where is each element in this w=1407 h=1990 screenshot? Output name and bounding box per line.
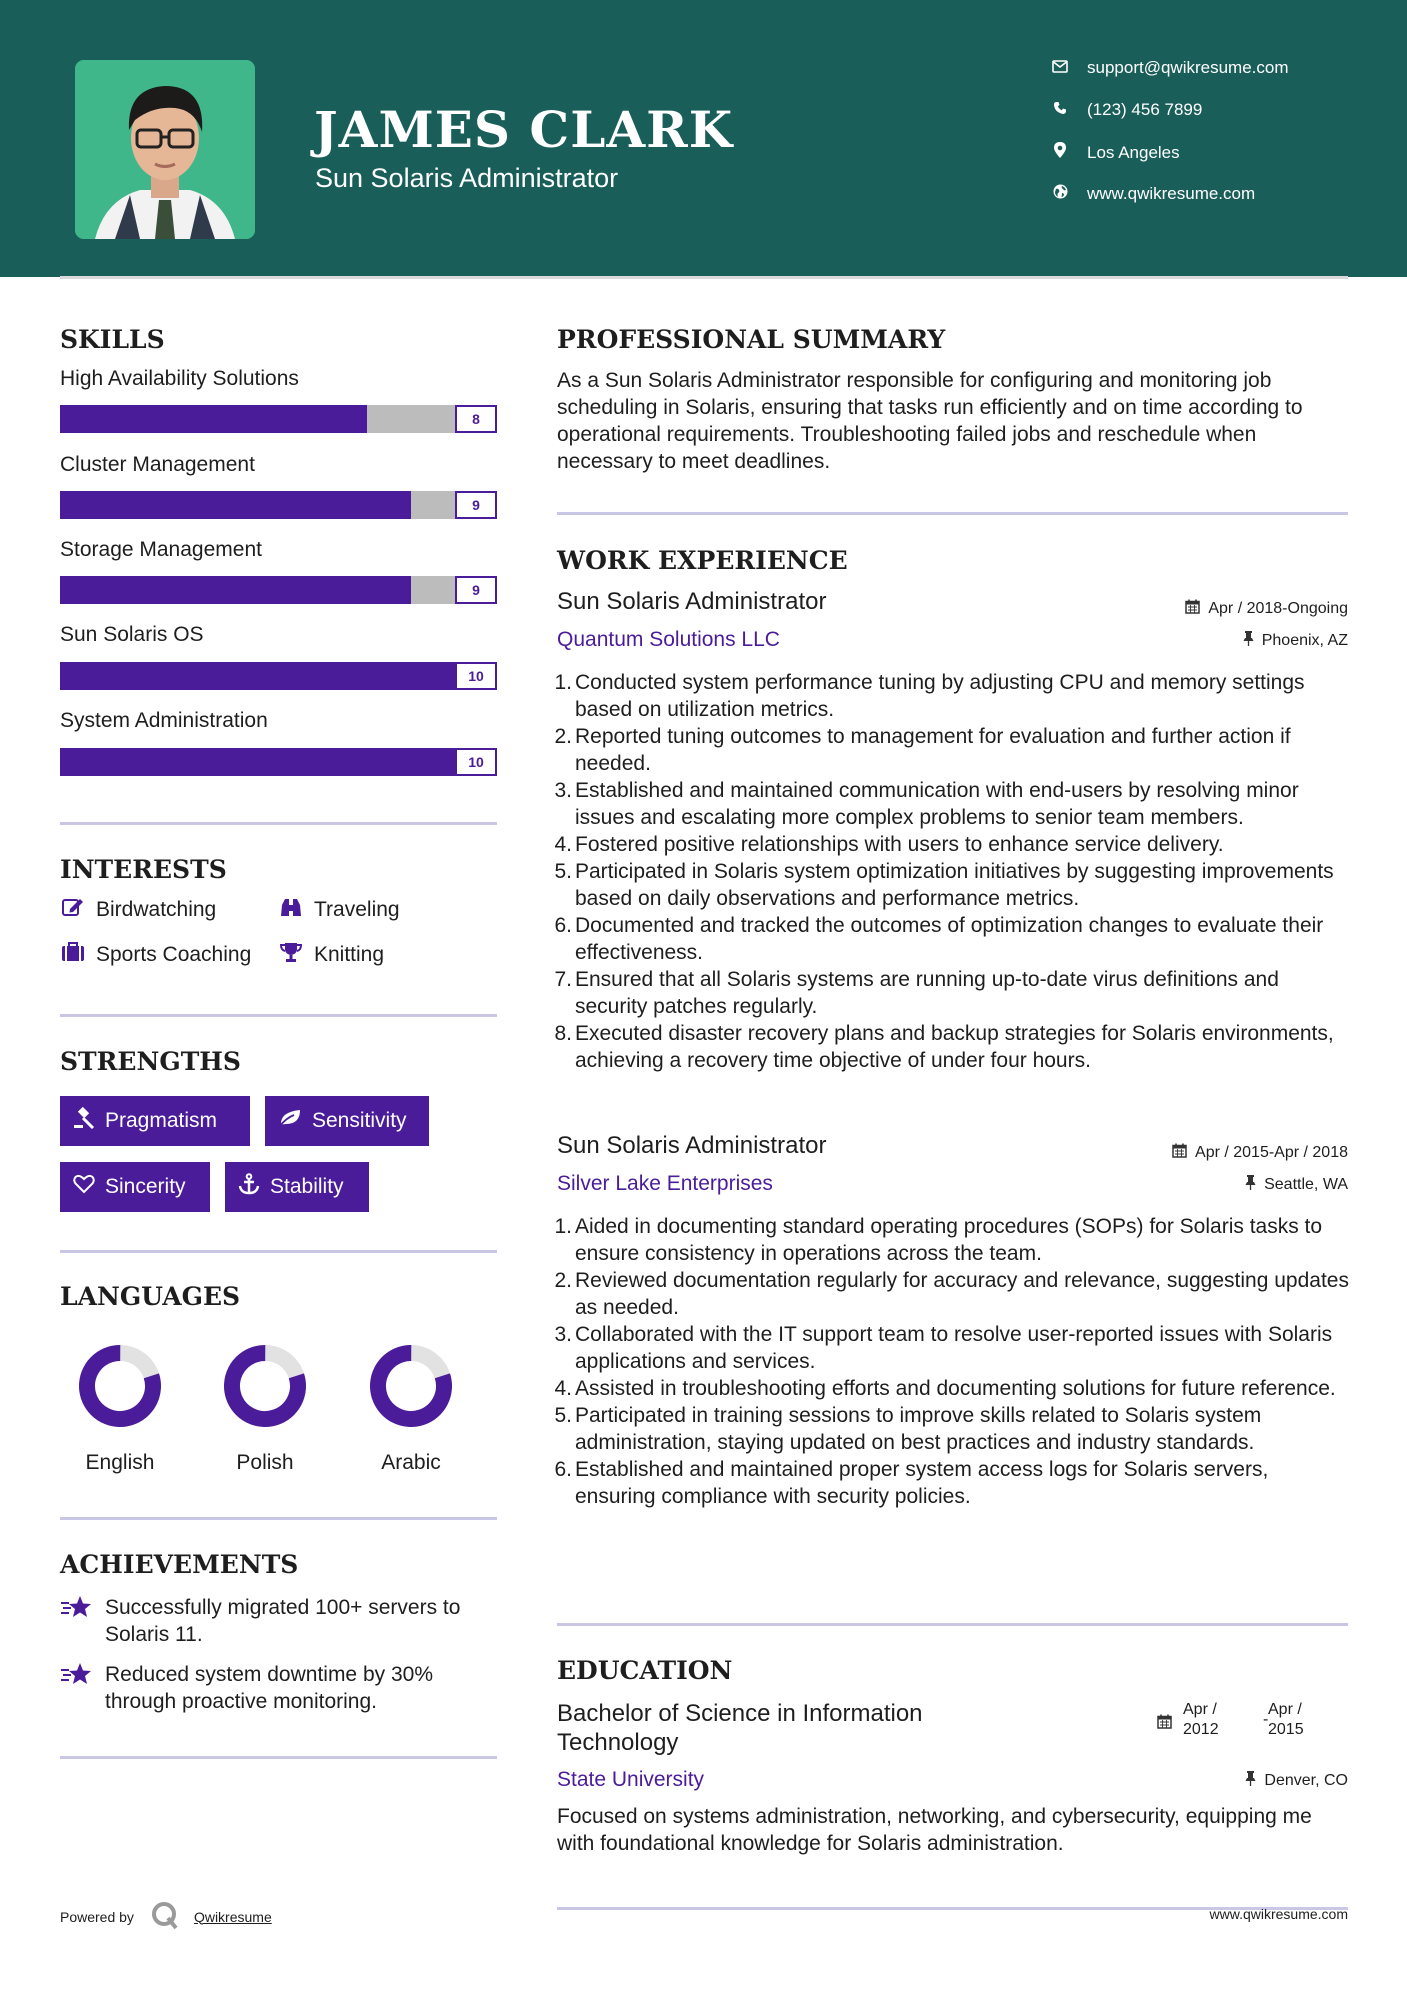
brand-link[interactable]: Qwikresume: [193, 1908, 272, 1925]
candidate-title: Sun Solaris Administrator: [315, 163, 619, 193]
calendar-icon: [1157, 1714, 1172, 1734]
job-bullet: 1. Aided in documenting standard operating procedures (SOPs) for Solaris tasks to ensure consistency in operations across the team.: [554, 1215, 1323, 1265]
skill-bar-fill: [60, 576, 411, 604]
section-divider: [60, 1517, 497, 1520]
footer-website[interactable]: www.qwikresume.com: [1209, 1906, 1348, 1922]
strength-badge: [265, 1096, 429, 1146]
language-label: English: [85, 1451, 155, 1474]
education-description: Focused on systems administration, networking, and cybersecurity, equipping me with foundational knowledge for Solaris administration.: [557, 1805, 1312, 1855]
skill-bar-fill: [60, 748, 455, 776]
section-divider: [60, 1014, 497, 1017]
job-dates-text: Apr / 2018-Ongoing: [1208, 600, 1348, 617]
anchor-icon: [238, 1173, 260, 1201]
language-donut: [222, 1343, 308, 1429]
skills-heading: SKILLS: [60, 325, 165, 354]
star-icon: [60, 1594, 93, 1648]
education-heading: EDUCATION: [557, 1656, 733, 1685]
footer-powered-by: [60, 1900, 272, 1933]
header-divider: [60, 276, 1348, 279]
calendar-icon: [1185, 599, 1200, 619]
degree-title: Bachelor of Science in Information Technology: [557, 1700, 923, 1756]
skill-bar: [60, 491, 497, 519]
job-title: Sun Solaris Administrator: [557, 588, 827, 615]
powered-by-text: Powered by: [60, 1908, 134, 1925]
contact-website-text: www.qwikresume.com: [1087, 184, 1256, 203]
skill-label: System Administration: [60, 709, 268, 732]
education-start: Apr / 2012: [1183, 1701, 1219, 1738]
strength-badge: [60, 1096, 250, 1146]
skill-bar-fill: [60, 405, 367, 433]
language-donut: [77, 1343, 163, 1429]
interest-item: [278, 897, 400, 923]
education-location-text: Denver, CO: [1264, 1772, 1348, 1789]
achievement-item: [60, 1594, 500, 1648]
skill-bar: [60, 662, 497, 690]
strength-badge: [60, 1162, 210, 1212]
contact-email[interactable]: [1050, 58, 1289, 78]
resume-header: [0, 0, 1407, 277]
pushpin-icon: [1245, 1175, 1256, 1195]
language-label: Arabic: [381, 1451, 441, 1474]
job-title: Sun Solaris Administrator: [557, 1132, 827, 1159]
skill-score: 8: [455, 405, 497, 433]
gavel-icon: [73, 1107, 95, 1135]
contact-email-text: support@qwikresume.com: [1087, 58, 1289, 77]
job-bullet: 8. Executed disaster recovery plans and backup strategies for Solaris environments, achieving a recovery time objective of under four hours.: [554, 1022, 1334, 1072]
language-item: [70, 1343, 170, 1475]
section-divider: [60, 1250, 497, 1253]
job-bullet: 6. Documented and tracked the outcomes of optimization changes to evaluate their effectiveness.: [554, 914, 1324, 964]
interest-item: [60, 942, 251, 968]
contact-website[interactable]: [1050, 184, 1255, 204]
section-divider: [557, 1623, 1348, 1626]
company-name: Silver Lake Enterprises: [557, 1172, 773, 1195]
school-name: State University: [557, 1768, 705, 1791]
strength-label: Sincerity: [105, 1175, 186, 1198]
contact-location-text: Los Angeles: [1087, 142, 1180, 162]
education-location: [1245, 1771, 1348, 1791]
summary-text: As a Sun Solaris Administrator responsible for configuring and monitoring job scheduling in Solaris, ensuring that tasks run efficiently and on time according to operational requirements. Troubleshooting failed jobs and reschedule when necessary to meet deadlines.: [557, 369, 1303, 473]
company-name: Quantum Solutions LLC: [557, 628, 780, 651]
achievement-text: Successfully migrated 100+ servers to Solaris 11.: [105, 1596, 461, 1646]
job-bullet: 2. Reviewed documentation regularly for accuracy and relevance, suggesting updates as needed.: [554, 1269, 1349, 1319]
interests-heading: INTERESTS: [60, 855, 227, 884]
location-pin-icon: [1050, 142, 1070, 163]
globe-icon: [1050, 184, 1070, 204]
language-label: Polish: [236, 1451, 294, 1474]
interest-label: Sports Coaching: [96, 943, 252, 966]
profile-photo: [75, 60, 255, 239]
pushpin-icon: [1245, 1771, 1256, 1791]
job-bullet: 3. Collaborated with the IT support team to resolve user-reported issues with Solaris applications and services.: [554, 1323, 1333, 1373]
job-bullets: [554, 669, 1350, 1074]
candidate-name: JAMES CLARK: [314, 100, 734, 159]
strength-badge: [225, 1162, 369, 1212]
skill-score: 10: [455, 662, 497, 690]
job-dates: [1185, 599, 1348, 619]
achievement-item: [60, 1661, 500, 1715]
contact-location: [1050, 142, 1180, 163]
language-donut: [368, 1343, 454, 1429]
achievements-heading: ACHIEVEMENTS: [60, 1550, 299, 1579]
job-location-text: Phoenix, AZ: [1261, 632, 1348, 649]
job-dates-text: Apr / 2015-Apr / 2018: [1195, 1144, 1348, 1161]
skill-bar: [60, 748, 497, 776]
skill-bar-fill: [60, 662, 455, 690]
job-bullets: [554, 1213, 1350, 1510]
pushpin-icon: [1243, 631, 1254, 651]
section-divider: [60, 1756, 497, 1759]
interest-label: Knitting: [314, 943, 385, 966]
job-location-text: Seattle, WA: [1264, 1176, 1348, 1193]
job-location: [1245, 1175, 1348, 1195]
job-bullet: 3. Established and maintained communication with end-users by resolving minor issues and escalating more complex problems to senior team members.: [554, 779, 1299, 829]
experience-heading: WORK EXPERIENCE: [557, 546, 848, 575]
strengths-heading: STRENGTHS: [60, 1047, 241, 1076]
languages-heading: LANGUAGES: [60, 1282, 241, 1311]
mail-icon: [1050, 58, 1070, 78]
contact-phone-text: (123) 456 7899: [1087, 100, 1203, 119]
skill-score: 9: [455, 491, 497, 519]
skill-bar-fill: [60, 491, 411, 519]
language-item: [215, 1343, 315, 1475]
job-location: [1243, 631, 1348, 651]
binoculars-icon: [278, 897, 303, 923]
job-bullet: 1. Conducted system performance tuning by adjusting CPU and memory settings based on utilization metrics.: [554, 671, 1305, 721]
achievement-text: Reduced system downtime by 30% through proactive monitoring.: [105, 1663, 433, 1713]
skill-label: Storage Management: [60, 538, 262, 561]
skill-label: High Availability Solutions: [60, 367, 299, 390]
edit-icon: [60, 897, 85, 923]
interest-item: [60, 897, 216, 923]
job-bullet: 7. Ensured that all Solaris systems are running up-to-date virus definitions and security patches regularly.: [554, 968, 1279, 1018]
calendar-icon: [1172, 1143, 1187, 1163]
date-separator: -: [1263, 1711, 1269, 1728]
leaf-icon: [278, 1108, 302, 1134]
star-icon: [60, 1661, 93, 1715]
language-item: [361, 1343, 461, 1475]
strength-label: Sensitivity: [312, 1109, 407, 1132]
job-bullet: 2. Reported tuning outcomes to management for evaluation and further action if needed.: [554, 725, 1291, 775]
education-end: Apr / 2015: [1268, 1701, 1304, 1738]
strength-label: Stability: [270, 1175, 344, 1198]
job-bullet: 5. Participated in Solaris system optimization initiatives by suggesting improvements based on daily observations and performance metrics.: [554, 860, 1334, 910]
interest-label: Traveling: [314, 898, 400, 921]
trophy-icon: [278, 942, 303, 968]
job-bullet: 4. Fostered positive relationships with users to enhance service delivery.: [554, 833, 1224, 856]
phone-icon: [1050, 100, 1070, 120]
skill-label: Cluster Management: [60, 453, 255, 476]
job-dates: [1172, 1143, 1348, 1163]
section-divider: [60, 822, 497, 825]
skill-label: Sun Solaris OS: [60, 623, 204, 646]
briefcase-icon: [60, 942, 85, 968]
interest-item: [278, 942, 384, 968]
strength-label: Pragmatism: [105, 1109, 218, 1132]
skill-bar: [60, 405, 497, 433]
summary-heading: PROFESSIONAL SUMMARY: [557, 325, 946, 354]
qwikresume-logo-icon: [150, 1900, 180, 1933]
heart-icon: [73, 1174, 95, 1200]
job-bullet: 4. Assisted in troubleshooting efforts and documenting solutions for future reference.: [554, 1377, 1336, 1400]
skill-score: 10: [455, 748, 497, 776]
contact-phone[interactable]: [1050, 100, 1202, 120]
skill-score: 9: [455, 576, 497, 604]
interest-label: Birdwatching: [96, 898, 217, 921]
skill-bar: [60, 576, 497, 604]
job-bullet: 6. Established and maintained proper system access logs for Solaris servers, ensuring compliance with security policies.: [554, 1458, 1269, 1508]
section-divider: [557, 512, 1348, 515]
job-bullet: 5. Participated in training sessions to improve skills related to Solaris system administration, staying updated on best practices and industry standards.: [554, 1404, 1262, 1454]
